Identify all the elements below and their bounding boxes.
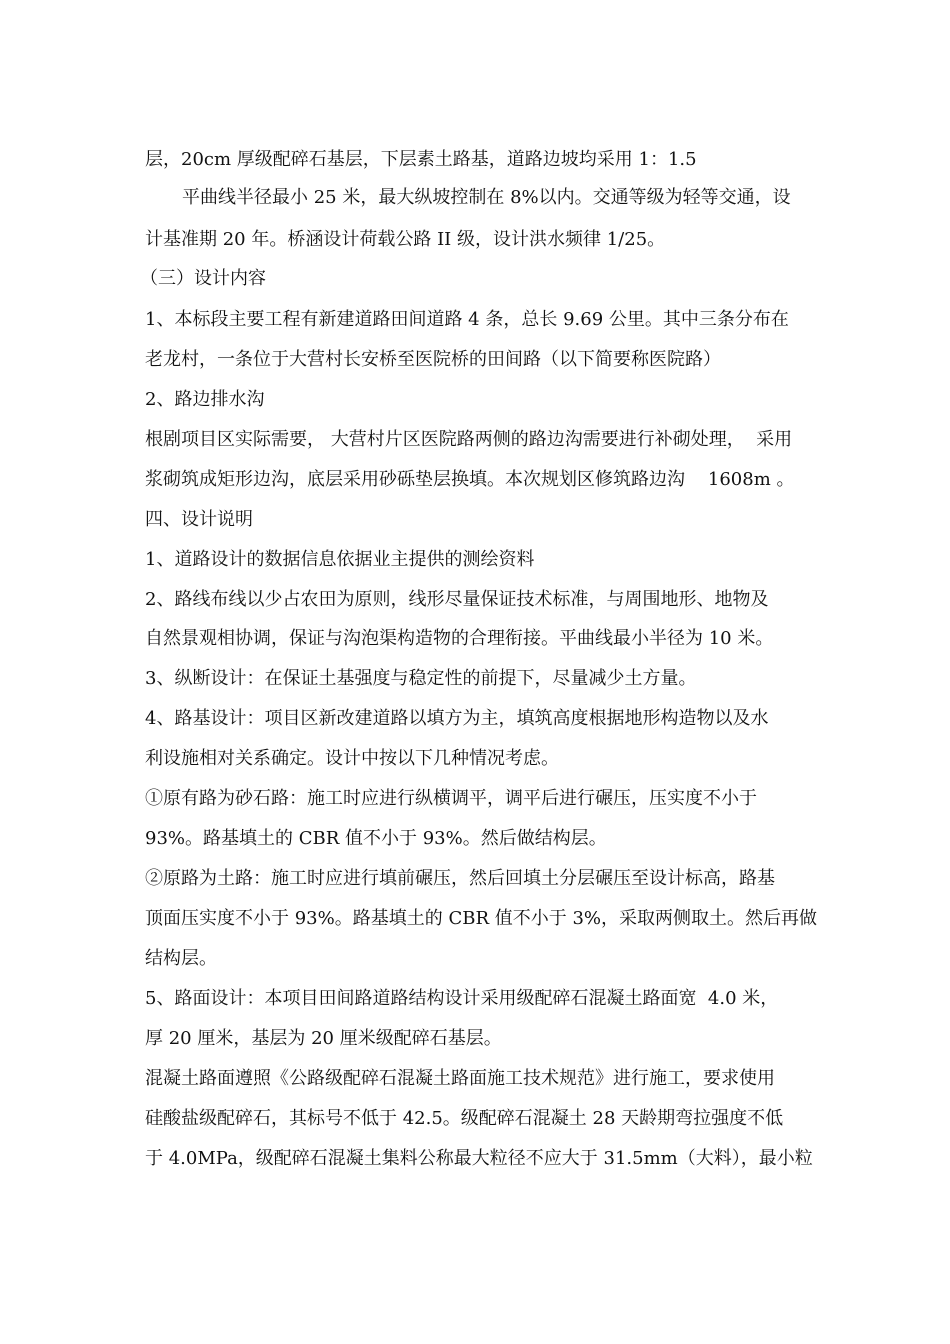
section-heading: 2、路边排水沟 [145,389,265,410]
text-line: 4、路基设计：项目区新改建道路以填方为主，填筑高度根据地形构造物以及水 [145,708,769,729]
text-line: 顶面压实度不小于 93%。路基填土的 CBR 值不小于 3%，采取两侧取土。然后再做 [145,908,817,929]
text-line: ①原有路为砂石路：施工时应进行纵横调平，调平后进行碾压，压实度不小于 [145,788,757,809]
text-line: 93%。路基填土的 CBR 值不小于 93%。然后做结构层。 [145,828,607,849]
text-line: 根剧项目区实际需要， 大营村片区医院路两侧的路边沟需要进行补砌处理， 采用 [145,429,793,450]
text-line: 计基准期 20 年。桥涵设计荷载公路 II 级，设计洪水频律 1/25。 [145,229,666,250]
text-line: 浆砌筑成矩形边沟，底层采用砂砾垫层换填。本次规划区修筑路边沟 1608m 。 [145,469,795,490]
text-line: 利设施相对关系确定。设计中按以下几种情况考虑。 [145,748,559,769]
section-heading: （三）设计内容 [140,268,266,289]
text-line: 老龙村，一条位于大营村长安桥至医院桥的田间路（以下简要称医院路） [145,349,721,370]
text-line: 混凝土路面遵照《公路级配碎石混凝土路面施工技术规范》进行施工，要求使用 [145,1068,775,1089]
text-line: 结构层。 [145,948,217,969]
text-line: 厚 20 厘米，基层为 20 厘米级配碎石基层。 [145,1028,502,1049]
text-line: 3、纵断设计：在保证土基强度与稳定性的前提下，尽量减少土方量。 [145,668,697,689]
text-line: 5、路面设计：本项目田间路道路结构设计采用级配碎石混凝土路面宽 4.0 米， [145,988,779,1009]
section-heading: 四、设计说明 [145,509,253,530]
text-line: 1、道路设计的数据信息依据业主提供的测绘资料 [145,549,535,570]
text-line: ②原路为土路：施工时应进行填前碾压，然后回填土分层碾压至设计标高，路基 [145,868,775,889]
text-line: 1、本标段主要工程有新建道路田间道路 4 条，总长 9.69 公里。其中三条分布在 [145,309,789,330]
text-line: 于 4.0MPa，级配碎石混凝土集料公称最大粒径不应大于 31.5mm（大料），最小粒 [145,1148,813,1169]
text-line: 平曲线半径最小 25 米，最大纵坡控制在 8%以内。交通等级为轻等交通，设 [182,187,791,208]
text-line: 硅酸盐级配碎石，其标号不低于 42.5。级配碎石混凝土 28 天龄期弯拉强度不低 [145,1108,784,1129]
text-line: 2、路线布线以少占农田为原则，线形尽量保证技术标准，与周围地形、地物及 [145,589,769,610]
text-line: 自然景观相协调，保证与沟泡渠构造物的合理衔接。平曲线最小半径为 10 米。 [145,628,774,649]
text-line: 层，20cm 厚级配碎石基层，下层素土路基，道路边坡均采用 1：1.5 [145,149,697,170]
